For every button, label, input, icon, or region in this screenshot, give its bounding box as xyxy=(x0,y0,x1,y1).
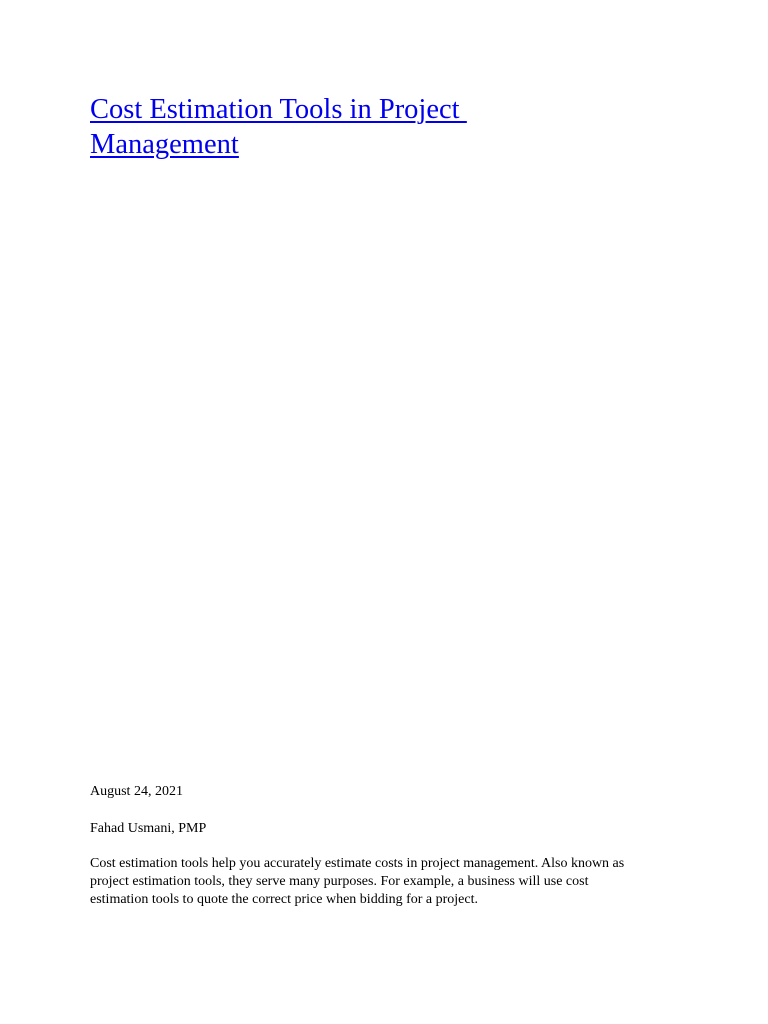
intro-line-1: Cost estimation tools help you accurately estimate costs in project management. Also known as xyxy=(90,856,625,871)
article-title-link[interactable] xyxy=(90,92,610,162)
title-line-1[interactable]: Cost Estimation Tools in Project xyxy=(90,94,467,125)
publish-date: August 24, 2021 xyxy=(90,784,183,799)
intro-paragraph xyxy=(90,855,690,909)
title-line-2[interactable]: Management xyxy=(90,129,239,160)
intro-line-2: project estimation tools, they serve many purposes. For example, a business will use cost xyxy=(90,874,589,889)
intro-line-3: estimation tools to quote the correct price when bidding for a project. xyxy=(90,892,478,907)
author-name: Fahad Usmani, PMP xyxy=(90,821,207,836)
